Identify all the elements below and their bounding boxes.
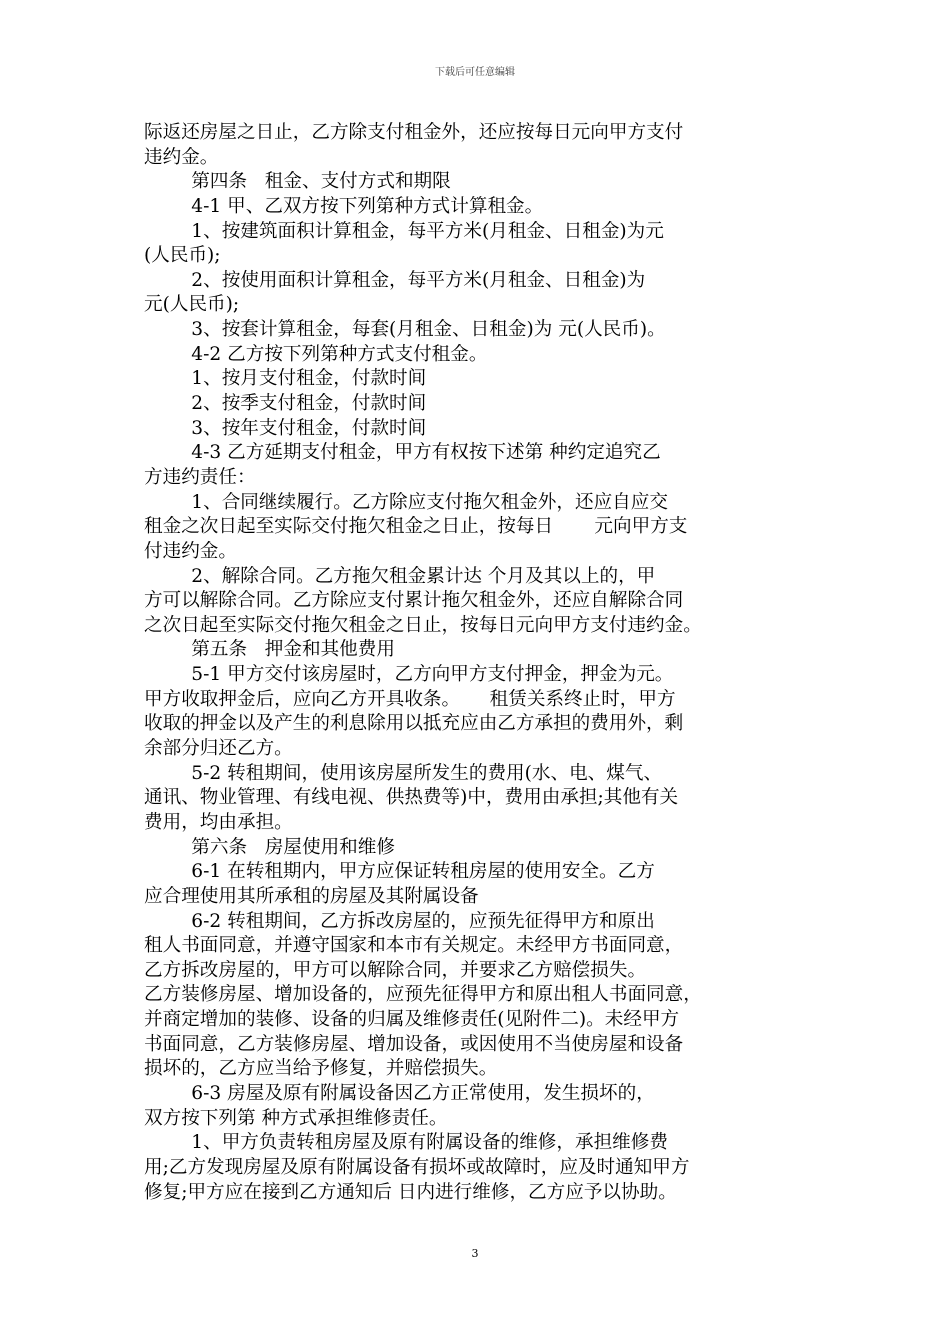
text-line: 4-2 乙方按下列第种方式支付租金。 [144,343,488,365]
text-line: 双方按下列第 种方式承担维修责任。 [144,1107,448,1129]
text-line: 元(人民币); [144,294,240,316]
text-line: 收取的押金以及产生的利息除用以抵充应由乙方承担的费用外，剩 [144,713,684,735]
text-line: 1、合同继续履行。乙方除应支付拖欠租金外，还应自应交 [144,491,668,513]
text-line: 并商定增加的装修、设备的归属及维修责任(见附件二)。未经甲方 [144,1009,680,1031]
text-line: 4-3 乙方延期支付租金，甲方有权按下述第 种约定追究乙 [144,442,661,464]
text-line: 违约金。 [144,146,219,168]
text-line: 乙方装修房屋、增加设备的，应预先征得甲方和原出租人书面同意， [144,984,702,1006]
text-line: 1、甲方负责转租房屋及原有附属设备的维修，承担维修费 [144,1132,668,1154]
text-line: 1、按建筑面积计算租金，每平方米(月租金、日租金)为元 [144,220,664,242]
text-line: 应合理使用其所承租的房屋及其附属设备 [144,885,479,907]
text-line: 际返还房屋之日止，乙方除支付租金外，还应按每日元向甲方支付 [144,122,684,143]
text-line: 之次日起至实际交付拖欠租金之日止，按每日元向甲方支付违约金。 [144,614,702,636]
text-line: 4-1 甲、乙双方按下列第种方式计算租金。 [144,195,544,217]
text-line: 损坏的，乙方应当给予修复，并赔偿损失。 [144,1058,498,1080]
text-line: 5-2 转租期间，使用该房屋所发生的费用(水、电、煤气、 [144,762,663,784]
text-line: 乙方拆改房屋的，甲方可以解除合同，并要求乙方赔偿损失。 [144,959,647,981]
text-line: 2、按使用面积计算租金，每平方米(月租金、日租金)为 [144,269,646,291]
text-line: 3、按套计算租金，每套(月租金、日租金)为 元(人民币)。 [144,319,666,341]
page-header: 下载后可任意编辑 [435,67,515,78]
text-line: 第四条 租金、支付方式和期限 [144,171,451,193]
text-line: 第六条 房屋使用和维修 [144,836,395,858]
text-line: 方可以解除合同。乙方除应支付累计拖欠租金外，还应自解除合同 [144,590,684,612]
text-line: 通讯、物业管理、有线电视、供热费等)中，费用由承担;其他有关 [144,787,679,809]
text-line: 3、按年支付租金，付款时间 [144,417,427,439]
text-line: 甲方收取押金后，应向乙方开具收条。 租赁关系终止时，甲方 [144,688,676,710]
text-line: 费用，均由承担。 [144,811,293,833]
text-line: 6-2 转租期间，乙方拆改房屋的，应预先征得甲方和原出 [144,910,655,932]
text-line: 2、解除合同。乙方拖欠租金累计达 个月及其以上的，甲 [144,565,656,587]
text-line: 5-1 甲方交付该房屋时，乙方向甲方支付押金，押金为元。 [144,664,674,686]
text-line: 余部分归还乙方。 [144,738,293,760]
text-line: 修复;甲方应在接到乙方通知后 日内进行维修，乙方应予以协助。 [144,1181,677,1203]
page-number: 3 [471,1247,479,1260]
text-line: 租金之次日起至实际交付拖欠租金之日止，按每日 元向甲方支 [144,516,688,538]
document-body [144,121,808,1205]
text-line: 租人书面同意，并遵守国家和本市有关规定。未经甲方书面同意， [144,935,684,957]
text-line: 6-3 房屋及原有附属设备因乙方正常使用，发生损坏的， [144,1082,655,1104]
text-line: 用;乙方发现房屋及原有附属设备有损坏或故障时，应及时通知甲方 [144,1156,690,1178]
text-line: 6-1 在转租期内，甲方应保证转租房屋的使用安全。乙方 [144,861,655,883]
text-line: 2、按季支付租金，付款时间 [144,393,427,415]
text-line: 方违约责任： [144,466,256,488]
text-line: (人民币); [144,245,221,267]
text-line: 书面同意，乙方装修房屋、增加设备，或因使用不当使房屋和设备 [144,1033,684,1055]
text-line: 第五条 押金和其他费用 [144,639,395,661]
text-line: 1、按月支付租金，付款时间 [144,368,427,390]
text-line: 付违约金。 [144,540,237,562]
